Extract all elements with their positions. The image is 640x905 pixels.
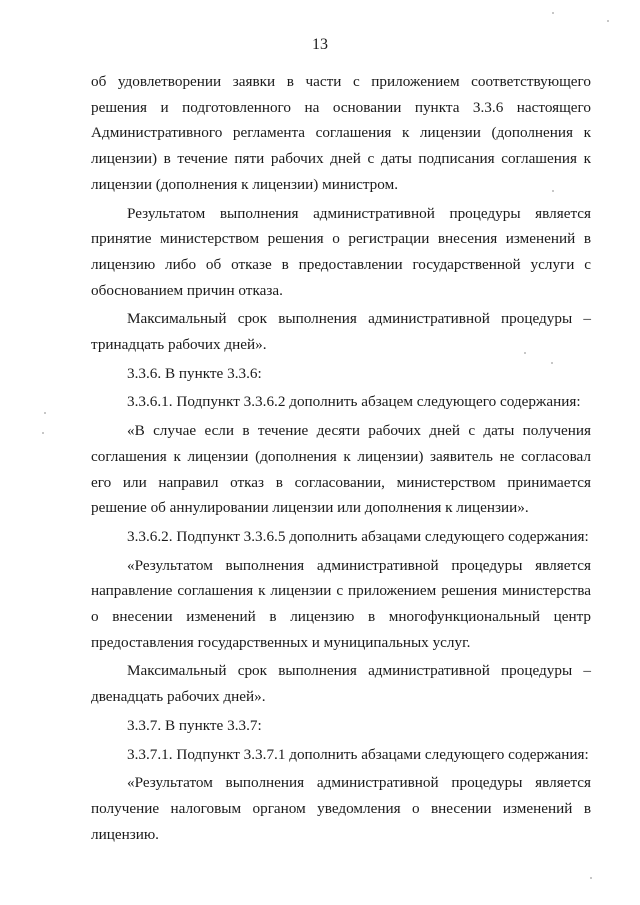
paragraph-item-3-3-6: 3.3.6. В пункте 3.3.6: [127, 364, 262, 382]
document-body [91, 69, 591, 847]
paragraph-continuation: об удовлетворении заявки в части с приложением соответствующего решения и подготовленного на основании пункта 3.3.6 настоящего Административного регламента соглашения к лицензии (дополнения к лицензии) в течение пяти рабочих дней с даты подписания соглашения к лицензии (дополнения к лицензии) министром. [91, 73, 591, 193]
paragraph-item-3-3-7: 3.3.7. В пункте 3.3.7: [127, 716, 262, 734]
scan-speck [44, 412, 46, 414]
paragraph-max-term-12: Максимальный срок выполнения административной процедуры – двенадцать рабочих дней». [91, 662, 591, 706]
paragraph-quote-tax: «Результатом выполнения административной процедуры является получение налоговым органом уведомления о внесении изменений в лицензию. [91, 774, 591, 843]
scan-speck [552, 190, 554, 192]
page-number: 13 [312, 36, 328, 53]
paragraph-item-3-3-6-2: 3.3.6.2. Подпункт 3.3.6.5 дополнить абзацами следующего содержания: [127, 527, 589, 545]
paragraph-quote-mfc: «Результатом выполнения административной процедуры является направление соглашения к лицензии с приложением решения министерства о внесении изменений в лицензию в многофункциональный центр предоставления государственных и муниципальных услуг. [91, 556, 591, 651]
paragraph-max-term: Максимальный срок выполнения административной процедуры – тринадцать рабочих дней». [91, 310, 591, 354]
paragraph-item-3-3-6-1: 3.3.6.1. Подпункт 3.3.6.2 дополнить абзацем следующего содержания: [127, 393, 581, 411]
scan-speck [551, 362, 553, 364]
paragraph-quote-cancellation: «В случае если в течение десяти рабочих дней с даты получения соглашения к лицензии (дополнения к лицензии) заявитель не согласовал его или направил отказ в согласовании, министерством принимается решение об аннулировании лицензии или дополнения к лицензии». [91, 422, 591, 517]
scan-speck [552, 12, 554, 14]
scan-speck [524, 352, 526, 354]
scan-speck [607, 20, 609, 22]
paragraph-item-3-3-7-1: 3.3.7.1. Подпункт 3.3.7.1 дополнить абзацами следующего содержания: [127, 745, 589, 763]
paragraph-result: Результатом выполнения административной процедуры является принятие министерством решения о регистрации внесения изменений в лицензию либо об отказе в предоставлении государственной услуги с обоснованием причин отказа. [91, 204, 591, 299]
scan-speck [42, 432, 44, 434]
scan-speck [590, 877, 592, 879]
